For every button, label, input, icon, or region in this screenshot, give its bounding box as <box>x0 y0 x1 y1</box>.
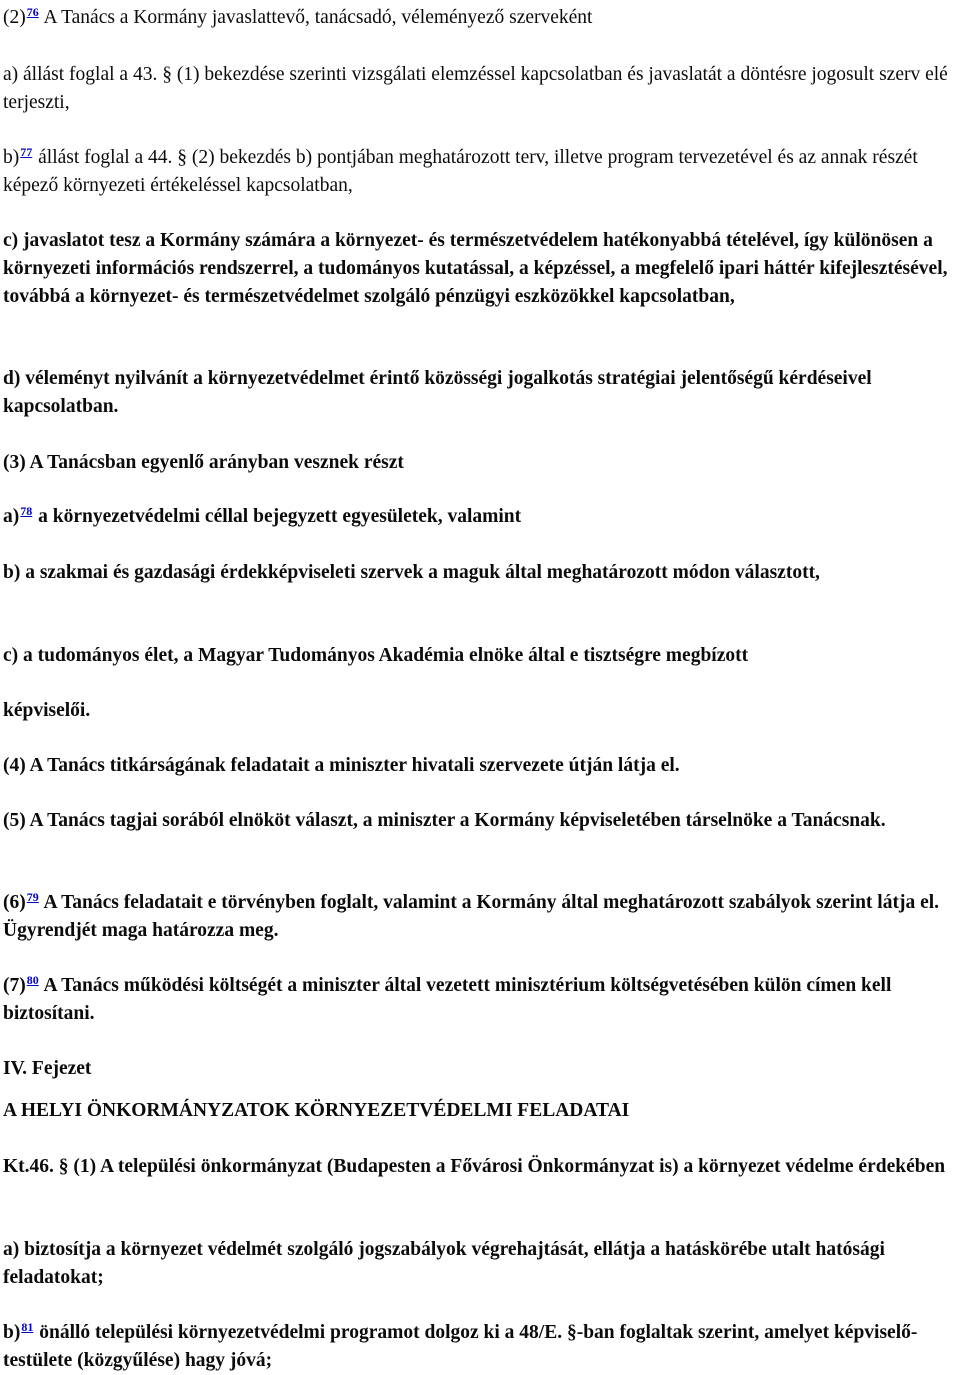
paragraph-text: a környezetvédelmi céllal bejegyzett egyesületek, valamint <box>33 506 522 527</box>
paragraph-text: képviselői. <box>3 700 91 721</box>
paragraph-text: A Tanács működési költségét a miniszter által vezetett minisztérium költségvetésében külön címen kell biztosítani. <box>3 975 892 1024</box>
paragraph-text: állást foglal a 44. § (2) bekezdés b) pontjában meghatározott terv, illetve program tervezetével és az annak részét képező környezeti értékeléssel kapcsolatban, <box>3 147 918 196</box>
paragraph-3c <box>3 642 958 670</box>
paragraph-text: a) <box>3 506 20 527</box>
section-46-intro <box>3 1153 958 1181</box>
paragraph-text: (6) <box>3 892 26 913</box>
paragraph-2b <box>3 144 958 200</box>
chapter-title <box>3 1097 958 1125</box>
footnote-link-76[interactable]: 76 <box>26 4 39 19</box>
paragraph-text: A Tanács a Kormány javaslattevő, tanácsadó, véleményező szerveként <box>39 7 593 28</box>
paragraph-text: önálló települési környezetvédelmi programot dolgoz ki a 48/E. §-ban foglaltak szerint, amelyet képviselő-testülete (közgyűlése) hagy jóvá; <box>3 1322 918 1371</box>
paragraph-text: Kt.46. § (1) A települési önkormányzat (Budapesten a Fővárosi Önkormányzat is) a környezet védelme érdekében <box>3 1156 946 1177</box>
paragraph-3c-continuation <box>3 697 958 725</box>
footnote-link-80[interactable]: 80 <box>26 972 39 987</box>
chapter-number <box>3 1055 958 1083</box>
paragraph-text: (3) A Tanácsban egyenlő arányban vesznek részt <box>3 452 404 473</box>
paragraph-2d <box>3 365 958 421</box>
paragraph-2-intro <box>3 4 958 32</box>
paragraph-text: b) a szakmai és gazdasági érdekképviseleti szervek a maguk által meghatározott módon választott, <box>3 562 820 583</box>
paragraph-text: (4) A Tanács titkárságának feladatait a miniszter hivatali szervezete útján látja el. <box>3 755 680 776</box>
paragraph-text: (5) A Tanács tagjai sorából elnököt választ, a miniszter a Kormány képviseletében társelnöke a Tanácsnak. <box>3 810 886 831</box>
paragraph-2a <box>3 61 958 117</box>
paragraph-2c <box>3 227 958 311</box>
footnote-link-79[interactable]: 79 <box>26 889 39 904</box>
paragraph-text: a) biztosítja a környezet védelmét szolgáló jogszabályok végrehajtását, ellátja a hatáskörébe utalt hatósági feladatokat; <box>3 1239 885 1288</box>
paragraph-3b <box>3 559 958 587</box>
paragraph-text: b) <box>3 147 20 168</box>
footnote-link-81[interactable]: 81 <box>21 1319 34 1334</box>
footnote-link-77[interactable]: 77 <box>20 144 33 159</box>
paragraph-7 <box>3 972 958 1028</box>
chapter-number-text: IV. Fejezet <box>3 1058 92 1079</box>
paragraph-text: c) a tudományos élet, a Magyar Tudományos Akadémia elnöke által e tisztségre megbízott <box>3 645 749 666</box>
paragraph-text: d) véleményt nyilvánít a környezetvédelmet érintő közösségi jogalkotás stratégiai jelentőségű kérdéseivel kapcsolatban. <box>3 368 872 417</box>
section-46-b <box>3 1319 958 1375</box>
footnote-link-78[interactable]: 78 <box>20 503 33 518</box>
paragraph-3-intro <box>3 449 958 477</box>
paragraph-text: b) <box>3 1322 21 1343</box>
chapter-title-text: A HELYI ÖNKORMÁNYZATOK KÖRNYEZETVÉDELMI FELADATAI <box>3 1100 630 1121</box>
paragraph-text: c) javaslatot tesz a Kormány számára a környezet- és természetvédelem hatékonyabbá tételével, így különösen a környezeti információs rendszerrel, a tudományos kutatással, a képzéssel, a megfelelő ipari háttér kifejlesztésével, továbbá a környezet- és természetvédelmet szolgáló pénzügyi eszközökkel kapcsolatban, <box>3 230 948 307</box>
paragraph-text: a) állást foglal a 43. § (1) bekezdése szerinti vizsgálati elemzéssel kapcsolatban és javaslatát a döntésre jogosult szerv elé terjeszti, <box>3 64 948 113</box>
paragraph-5 <box>3 807 958 835</box>
paragraph-6 <box>3 889 958 945</box>
paragraph-text: A Tanács feladatait e törvényben foglalt, valamint a Kormány által meghatározott szabályok szerint látja el. Ügyrendjét maga határozza meg. <box>3 892 940 941</box>
paragraph-text: (2) <box>3 7 26 28</box>
paragraph-3a <box>3 503 958 531</box>
paragraph-4 <box>3 752 958 780</box>
section-46-a <box>3 1236 958 1292</box>
paragraph-text: (7) <box>3 975 26 996</box>
